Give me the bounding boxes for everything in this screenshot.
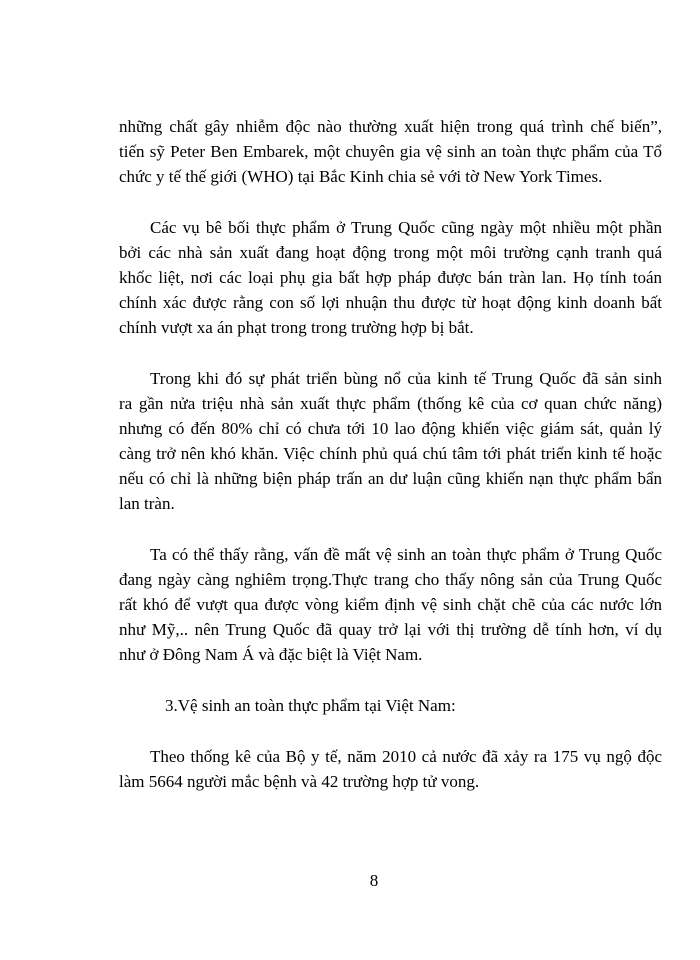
paragraph-3-line-5: nếu có chỉ là những biện pháp trấn an dư luận cũng khiến nạn thực phẩm bẩn bbox=[119, 469, 662, 488]
paragraph-3-line-4: càng trở nên khó khăn. Việc chính phủ quá chú tâm tới phát triển kinh tế hoặc bbox=[119, 444, 662, 463]
paragraph-3-line-6: lan tràn. bbox=[119, 494, 175, 513]
paragraph-1-line-2: tiến sỹ Peter Ben Embarek, một chuyên gia vệ sinh an toàn thực phẩm của Tổ bbox=[119, 142, 662, 161]
paragraph-4-line-5: như ở Đông Nam Á và đặc biệt là Việt Nam. bbox=[119, 645, 423, 664]
paragraph-4-line-3: rất khó để vượt qua được vòng kiểm định vệ sinh chặt chẽ của các nước lớn bbox=[119, 595, 662, 614]
paragraph-3-line-1: Trong khi đó sự phát triển bùng nổ của kinh tế Trung Quốc đã sản sinh bbox=[150, 369, 662, 388]
paragraph-4-line-1: Ta có thể thấy rằng, vấn đề mất vệ sinh an toàn thực phẩm ở Trung Quốc bbox=[150, 545, 662, 564]
section-heading: 3.Vệ sinh an toàn thực phẩm tại Việt Nam: bbox=[165, 696, 456, 715]
paragraph-2-line-5: chính vượt xa án phạt trong trong trường hợp bị bắt. bbox=[119, 318, 474, 337]
paragraph-2-line-4: chính xác được rằng con số lợi nhuận thu được từ hoạt động kinh doanh bất bbox=[119, 293, 662, 312]
paragraph-2-line-3: khốc liệt, nơi các loại phụ gia bất hợp pháp được bán tràn lan. Họ tính toán bbox=[119, 268, 662, 287]
paragraph-1-line-3: chức y tế thế giới (WHO) tại Bắc Kinh chia sẻ với tờ New York Times. bbox=[119, 167, 603, 186]
paragraph-5-line-2: làm 5664 người mắc bệnh và 42 trường hợp tử vong. bbox=[119, 772, 480, 791]
paragraph-3-line-2: ra gần nửa triệu nhà sản xuất thực phẩm (thống kê của cơ quan chức năng) bbox=[119, 394, 662, 413]
paragraph-4-line-2: đang ngày càng nghiêm trọng.Thực trang cho thấy nông sản của Trung Quốc bbox=[119, 570, 662, 589]
paragraph-1-line-1: những chất gây nhiễm độc nào thường xuất hiện trong quá trình chế biến”, bbox=[119, 117, 662, 136]
paragraph-3-line-3: nhưng có đến 80% chỉ có chưa tới 10 lao động khiến việc giám sát, quản lý bbox=[119, 419, 662, 438]
page-number: 8 bbox=[369, 871, 379, 890]
paragraph-2-line-2: bởi các nhà sản xuất đang hoạt động trong một môi trường cạnh tranh quá bbox=[119, 243, 662, 262]
paragraph-4-line-4: như Mỹ,.. nên Trung Quốc đã quay trở lại với thị trường dễ tính hơn, ví dụ bbox=[119, 620, 662, 639]
paragraph-5-line-1: Theo thống kê của Bộ y tế, năm 2010 cả nước đã xảy ra 175 vụ ngộ độc bbox=[150, 747, 662, 766]
paragraph-2-line-1: Các vụ bê bối thực phẩm ở Trung Quốc cũng ngày một nhiều một phần bbox=[150, 218, 662, 237]
